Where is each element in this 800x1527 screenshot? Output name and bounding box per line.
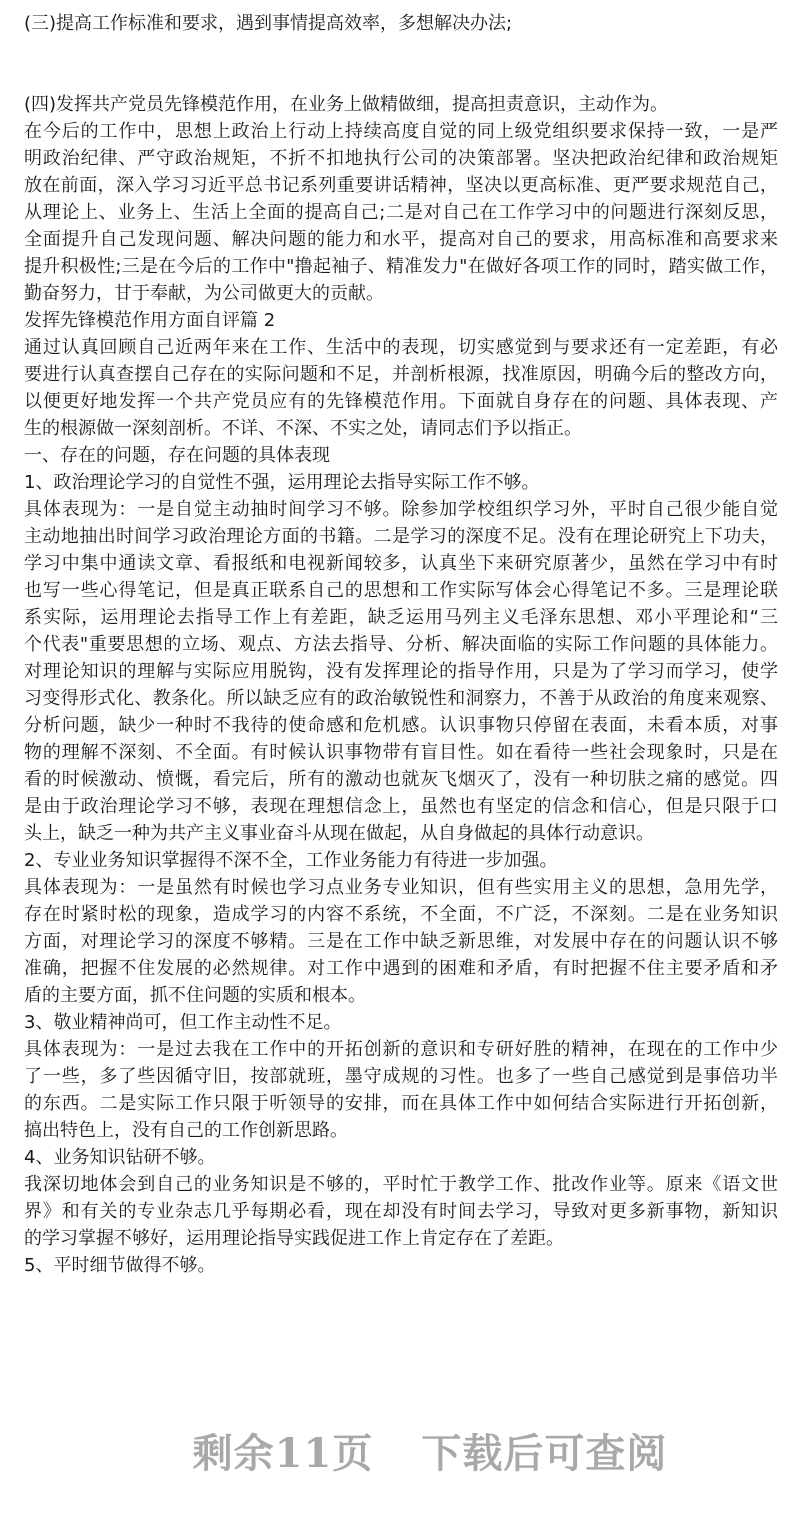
remaining-pages-label: 剩余11页 <box>192 1430 374 1477</box>
text-line: 物的理解不深刻、不全面。有时候认识事物带有盲目性。如在看待一些社会现象时，只是在 <box>24 742 778 763</box>
text-line: 发挥先锋模范作用方面自评篇 2 <box>24 310 276 331</box>
text-line: 存在时紧时松的现象，造成学习的内容不系统，不全面，不广泛，不深刻。二是在业务知识 <box>24 904 778 925</box>
text-line: 主动地抽出时间学习政治理论方面的书籍。二是学习的深度不足。没有在理论研究上下功夫， <box>24 526 778 547</box>
text-line: 方面，对理论学习的深度不够精。三是在工作中缺乏新思维，对发展中存在的问题认识不够 <box>24 931 778 952</box>
text-line: 2、专业业务知识掌握得不深不全，工作业务能力有待进一步加强。 <box>24 850 558 871</box>
text-line: 提升积极性;三是在今后的工作中"撸起袖子、精准发力"在做好各项工作的同时，踏实做工作， <box>24 256 778 277</box>
text-line: 以便更好地发挥一个共产党员应有的先锋模范作用。下面就自身存在的问题、具体表现、产 <box>24 391 778 412</box>
text-line: 我深切地体会到自己的业务知识是不够的，平时忙于教学工作、批改作业等。原来《语文世 <box>24 1174 778 1195</box>
text-line: (三)提高工作标准和要求，遇到事情提高效率，多想解决办法; <box>24 13 513 34</box>
text-line: 通过认真回顾自己近两年来在工作、生活中的表现，切实感觉到与要求还有一定差距，有必 <box>24 337 778 358</box>
text-line: 明政治纪律、严守政治规矩，不折不扣地执行公司的决策部署。坚决把政治纪律和政治规矩 <box>24 148 778 169</box>
text-line: 分析问题，缺少一种时不我待的使命感和危机感。认识事物只停留在表面，未看本质，对事 <box>24 715 778 736</box>
text-line: 系实际，运用理论去指导工作上有差距，缺乏运用马列主义毛泽东思想、邓小平理论和“三 <box>24 607 778 628</box>
text-line: 对理论知识的理解与实际应用脱钩，没有发挥理论的指导作用，只是为了学习而学习，使学 <box>24 661 778 682</box>
download-prompt[interactable] <box>0 1422 800 1479</box>
text-line: 全面提升自己发现问题、解决问题的能力和水平，提高对自己的要求，用高标准和高要求来 <box>24 229 778 250</box>
text-line: 在今后的工作中，思想上政治上行动上持续高度自觉的同上级党组织要求保持一致，一是严 <box>24 121 778 142</box>
text-line: 生的根源做一深刻剖析。不详、不深、不实之处，请同志们予以指正。 <box>24 418 582 439</box>
text-line: 盾的主要方面，抓不住问题的实质和根本。 <box>24 985 366 1006</box>
text-line: 看的时候激动、愤慨，看完后，所有的激动也就灰飞烟灭了，没有一种切肤之痛的感觉。四 <box>24 769 778 790</box>
text-line: 界》和有关的专业杂志几乎每期必看，现在却没有时间去学习，导致对更多新事物，新知识 <box>24 1201 778 1222</box>
text-line: 是由于政治理论学习不够，表现在理想信念上，虽然也有坚定的信念和信心，但是只限于口 <box>24 796 778 817</box>
text-line: 的学习掌握不够好，运用理论指导实践促进工作上肯定存在了差距。 <box>24 1228 564 1249</box>
text-line: 一、存在的问题，存在问题的具体表现 <box>24 445 330 466</box>
text-line: 习变得形式化、教条化。所以缺乏应有的政治敏锐性和洞察力，不善于从政治的角度来观察、 <box>24 688 778 709</box>
text-line: 学习中集中通读文章、看报纸和电视新闻较多，认真坐下来研究原著少，虽然在学习中有时 <box>24 553 778 574</box>
text-line: 勤奋努力，甘于奉献，为公司做更大的贡献。 <box>24 283 384 304</box>
text-line: 放在前面，深入学习习近平总书记系列重要讲话精神，坚决以更高标准、更严要求规范自己， <box>24 175 778 196</box>
text-line: 了一些，多了些因循守旧，按部就班，墨守成规的习性。也多了一些自己感觉到是事倍功半 <box>24 1066 778 1087</box>
download-to-view-label[interactable]: 下载后可查阅 <box>421 1430 668 1477</box>
text-line: 具体表现为：一是过去我在工作中的开拓创新的意识和专研好胜的精神，在现在的工作中少 <box>24 1039 778 1060</box>
text-line: 头上，缺乏一种为共产主义事业奋斗从现在做起，从自身做起的具体行动意识。 <box>24 823 654 844</box>
text-line: 1、政治理论学习的自觉性不强，运用理论去指导实际工作不够。 <box>24 472 540 493</box>
text-line: 4、业务知识钻研不够。 <box>24 1147 216 1168</box>
text-line: 5、平时细节做得不够。 <box>24 1255 216 1276</box>
text-line: 具体表现为：一是自觉主动抽时间学习不够。除参加学校组织学习外，平时自己很少能自觉 <box>24 499 778 520</box>
text-line: 的东西。二是实际工作只限于听领导的安排，而在具体工作中如何结合实际进行开拓创新， <box>24 1093 778 1114</box>
text-line: 具体表现为：一是虽然有时候也学习点业务专业知识，但有些实用主义的思想，急用先学， <box>24 877 778 898</box>
text-line: 也写一些心得笔记，但是真正联系自己的思想和工作实际写体会心得笔记不多。三是理论联 <box>24 580 778 601</box>
text-line: 搞出特色上，没有自己的工作创新思路。 <box>24 1120 348 1141</box>
text-line: (四)发挥共产党员先锋模范作用，在业务上做精做细，提高担责意识，主动作为。 <box>24 94 669 115</box>
text-line: 从理论上、业务上、生活上全面的提高自己;二是对自己在工作学习中的问题进行深刻反思， <box>24 202 778 223</box>
text-line: 准确，把握不住发展的必然规律。对工作中遇到的困难和矛盾，有时把握不住主要矛盾和矛 <box>24 958 778 979</box>
text-line: 个代表"重要思想的立场、观点、方法去指导、分析、解决面临的实际工作问题的具体能力。 <box>24 634 778 655</box>
text-line: 要进行认真查摆自己存在的实际问题和不足，并剖析根源，找准原因，明确今后的整改方向， <box>24 364 778 385</box>
text-line: 3、敬业精神尚可，但工作主动性不足。 <box>24 1012 342 1033</box>
